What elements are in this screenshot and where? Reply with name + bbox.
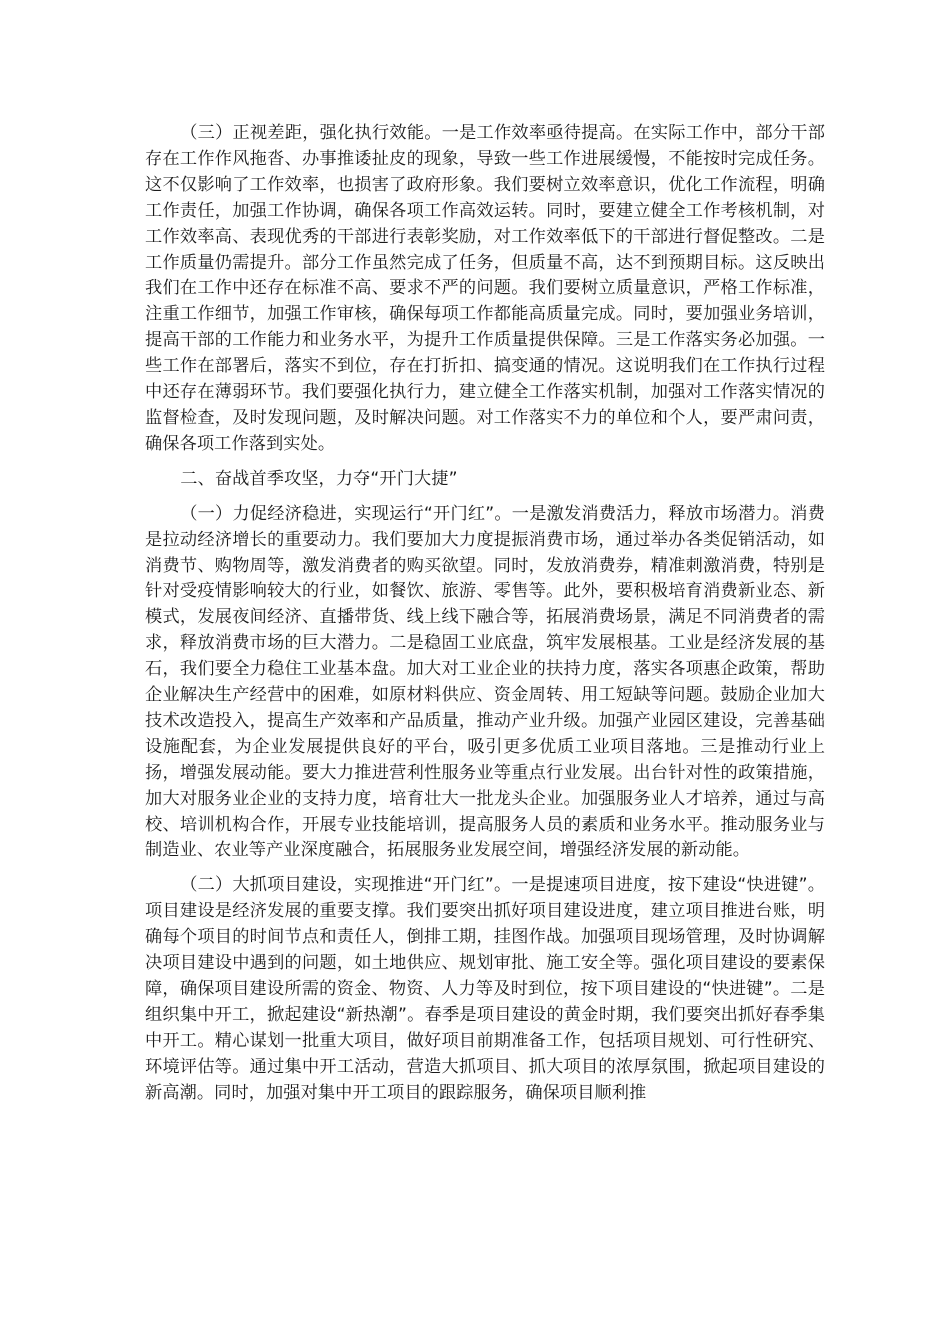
document-page — [145, 121, 825, 1107]
section-heading: 二、奋战首季攻坚，力夺“开门大捷” — [180, 468, 458, 489]
paragraph-project-construction: （二）大抓项目建设，实现推进“开门红”。一是提速项目进度，按下建设“快进键”。项目建设是经济发展的重要支撑。我们要突出抓好项目建设进度，建立项目推进台账，明确每个项目的时间节点和责任人，倒排工期，挂图作战。加强项目现场管理，及时协调解决项目建设中遇到的问题，如土地供应、规划审批、施工安全等。强化项目建设的要素保障，确保项目建设所需的资金、物资、人力等及时到位，按下项目建设的“快进键”。二是组织集中开工，掀起建设“新热潮”。春季是项目建设的黄金时期，我们要突出抓好春季集中开工。精心谋划一批重大项目，做好项目前期准备工作，包括项目规划、可行性研究、环境评估等。通过集中开工活动，营造大抓项目、抓大项目的浓厚氛围，掀起项目建设的新高潮。同时，加强对集中开工项目的跟踪服务，确保项目顺利推 — [145, 875, 825, 1103]
paragraph-economic-growth: （一）力促经济稳进，实现运行“开门红”。一是激发消费活力，释放市场潜力。消费是拉动经济增长的重要动力。我们要加大力度提振消费市场，通过举办各类促销活动，如消费节、购物周等，激发消费者的购买欲望。同时，发放消费券，精准刺激消费，特别是针对受疫情影响较大的行业，如餐饮、旅游、零售等。此外，要积极培育消费新业态、新模式，发展夜间经济、直播带货、线上线下融合等，拓展消费场景，满足不同消费者的需求，释放消费市场的巨大潜力。二是稳固工业底盘，筑牢发展根基。工业是经济发展的基石，我们要全力稳住工业基本盘。加大对工业企业的扶持力度，落实各项惠企政策，帮助企业解决生产经营中的困难，如原材料供应、资金周转、用工短缺等问题。鼓励企业加大技术改造投入，提高生产效率和产品质量，推动产业升级。加强产业园区建设，完善基础设施配套，为企业发展提供良好的平台，吸引更多优质工业项目落地。三是推动行业上扬，增强发展动能。要大力推进营利性服务业等重点行业发展。出台针对性的政策措施，加大对服务业企业的支持力度，培育壮大一批龙头企业。加强服务业人才培养，通过与高校、培训机构合作，开展专业技能培训，提高服务人员的素质和业务水平。推动服务业与制造业、农业等产业深度融合，拓展服务业发展空间，增强经济发展的新动能。 — [145, 503, 825, 861]
paragraph-execution-efficiency: （三）正视差距，强化执行效能。一是工作效率亟待提高。在实际工作中，部分干部存在工作作风拖沓、办事推诿扯皮的现象，导致一些工作进展缓慢，不能按时完成任务。这不仅影响了工作效率，也损害了政府形象。我们要树立效率意识，优化工作流程，明确工作责任，加强工作协调，确保各项工作高效运转。同时，要建立健全工作考核机制，对工作效率高、表现优秀的干部进行表彰奖励，对工作效率低下的干部进行督促整改。二是工作质量仍需提升。部分工作虽然完成了任务，但质量不高，达不到预期目标。这反映出我们在工作中还存在标准不高、要求不严的问题。我们要树立质量意识，严格工作标准，注重工作细节，加强工作审核，确保每项工作都能高质量完成。同时，要加强业务培训，提高干部的工作能力和业务水平，为提升工作质量提供保障。三是工作落实务必加强。一些工作在部署后，落实不到位，存在打折扣、搞变通的情况。这说明我们在工作执行过程中还存在薄弱环节。我们要强化执行力，建立健全工作落实机制，加强对工作落实情况的监督检查，及时发现问题，及时解决问题。对工作落实不力的单位和个人，要严肃问责，确保各项工作落到实处。 — [145, 123, 825, 454]
